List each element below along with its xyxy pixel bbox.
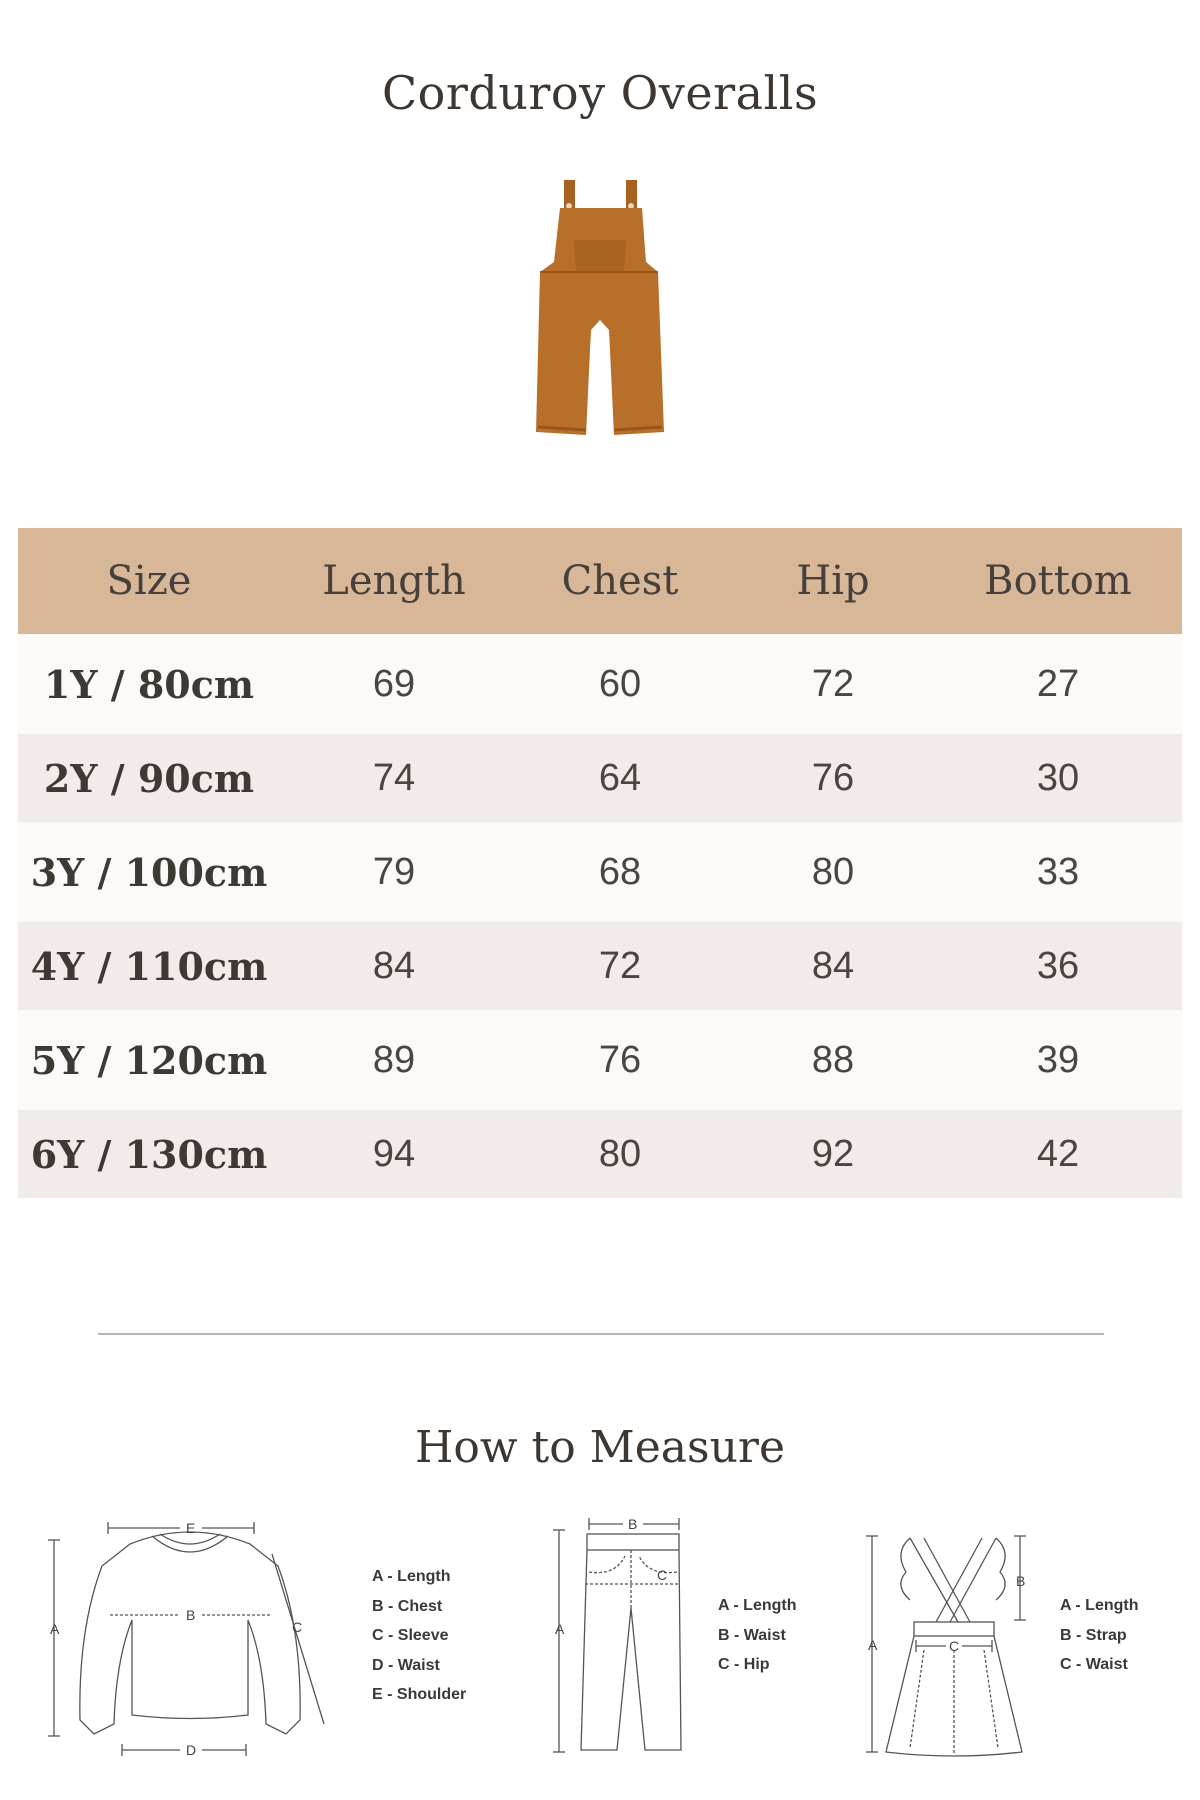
- size-cell: 6Y / 130cm: [30, 1131, 268, 1177]
- size-chart-table: [18, 528, 1182, 1198]
- pants-label-a: A: [555, 1621, 565, 1637]
- size-cell: 5Y / 120cm: [30, 1037, 268, 1083]
- hip-cell: 92: [811, 1132, 855, 1175]
- hip-cell: 88: [811, 1038, 855, 1081]
- length-cell: 89: [372, 1038, 416, 1081]
- table-row: [18, 922, 1182, 1010]
- sweater-label-b: B: [186, 1607, 196, 1623]
- column-header-hip: Hip: [796, 558, 870, 604]
- table-row: [18, 1110, 1182, 1198]
- bottom-cell: 27: [1036, 662, 1080, 705]
- skirt-legend: [1060, 1591, 1139, 1680]
- chest-cell: 72: [598, 944, 642, 987]
- sweater-label-a: A: [50, 1621, 60, 1637]
- size-cell: 4Y / 110cm: [30, 943, 268, 989]
- pants-legend: [718, 1591, 797, 1680]
- legend-item: B - Chest: [372, 1597, 443, 1615]
- length-cell: 79: [372, 850, 416, 893]
- chest-cell: 68: [598, 850, 642, 893]
- length-cell: 94: [372, 1132, 416, 1175]
- sweater-diagram: [40, 1510, 340, 1780]
- legend-item: B - Strap: [1060, 1626, 1127, 1644]
- sweater-label-c: C: [292, 1619, 303, 1635]
- chest-cell: 64: [598, 756, 642, 799]
- pants-diagram: [545, 1512, 695, 1762]
- table-row: [18, 822, 1182, 922]
- size-cell: 3Y / 100cm: [30, 849, 268, 895]
- sweater-label-e: E: [186, 1520, 196, 1536]
- legend-item: C - Sleeve: [372, 1627, 449, 1644]
- bottom-cell: 30: [1036, 756, 1080, 799]
- skirt-label-b: B: [1016, 1573, 1026, 1589]
- pants-label-c: C: [657, 1567, 668, 1583]
- size-cell: 1Y / 80cm: [43, 661, 255, 707]
- legend-item: E - Shoulder: [372, 1686, 467, 1703]
- legend-item: B - Waist: [718, 1626, 786, 1644]
- skirt-label-c: C: [949, 1638, 960, 1654]
- length-cell: 74: [372, 756, 416, 799]
- hip-cell: 72: [811, 662, 855, 705]
- sweater-legend: [372, 1562, 466, 1710]
- chest-cell: 76: [598, 1038, 642, 1081]
- table-row: [18, 1010, 1182, 1110]
- legend-item: A - Length: [1060, 1597, 1139, 1614]
- bottom-cell: 36: [1036, 944, 1080, 987]
- legend-item: C - Waist: [1060, 1656, 1128, 1673]
- table-row: [18, 734, 1182, 822]
- how-to-measure-heading: How to Measure: [415, 1422, 785, 1473]
- legend-item: A - Length: [718, 1597, 797, 1614]
- skirt-label-a: A: [868, 1637, 878, 1653]
- chest-cell: 60: [598, 662, 642, 705]
- sweater-label-d: D: [186, 1742, 197, 1758]
- section-divider: [98, 1333, 1104, 1335]
- hip-cell: 80: [811, 850, 855, 893]
- pants-label-b: B: [628, 1516, 638, 1532]
- column-header-chest: Chest: [561, 558, 679, 604]
- suspender-skirt-diagram: [858, 1530, 1038, 1760]
- chest-cell: 80: [598, 1132, 642, 1175]
- table-row: [18, 634, 1182, 734]
- length-cell: 84: [372, 944, 416, 987]
- column-header-bottom: Bottom: [984, 558, 1132, 604]
- page-title: Corduroy Overalls: [381, 66, 819, 120]
- table-header-row: [18, 528, 1182, 634]
- length-cell: 69: [372, 662, 416, 705]
- overalls-product-image: [520, 180, 680, 440]
- column-header-size: Size: [106, 558, 192, 604]
- legend-item: D - Waist: [372, 1656, 440, 1674]
- bottom-cell: 33: [1036, 850, 1080, 893]
- bottom-cell: 39: [1036, 1038, 1080, 1081]
- legend-item: C - Hip: [718, 1656, 770, 1673]
- hip-cell: 76: [811, 756, 855, 799]
- legend-item: A - Length: [372, 1568, 451, 1585]
- column-header-length: Length: [322, 558, 466, 604]
- size-cell: 2Y / 90cm: [43, 755, 255, 801]
- hip-cell: 84: [811, 944, 855, 987]
- bottom-cell: 42: [1036, 1132, 1080, 1175]
